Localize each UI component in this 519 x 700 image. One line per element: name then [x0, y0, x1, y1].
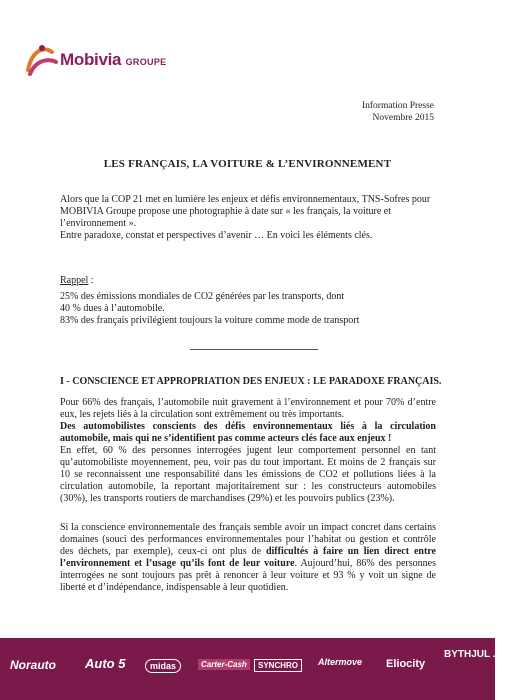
info-line-2: Novembre 2015 — [372, 113, 434, 123]
brands-footer — [0, 638, 519, 700]
mobivia-swirl-icon — [22, 40, 62, 80]
brand-logo-midas: midas — [145, 659, 181, 673]
paragraph-bold-text: difficultés à faire un lien direct entre l’environnement et l’usage qu’ils font de leur voiture — [60, 546, 436, 569]
paragraph-text: Pour 66% des français, l’automobile nuit gravement à l’environnement et pour 70% d’entre eux, les rejets liés à la circulation sont extrêmement ou très importants. — [60, 397, 436, 420]
document-title: LES FRANÇAIS, LA VOITURE & L’ENVIRONNEMENT — [103, 158, 392, 170]
brand-logo-carter-cash: Carter-Cash — [198, 659, 250, 670]
brand-logo-eliocity: Eliocity — [386, 658, 426, 670]
paragraph-text: Si la conscience environnementale des français semble avoir un impact concret dans certains domaines (souci des performances environnementales pour l’habitat ou gestion et contrôle des déchets, par exemple), ceux-ci ont plus de — [60, 522, 436, 557]
logo-name: Mobivia — [60, 50, 122, 69]
rappel-item: 83% des français privilégient toujours la voiture comme mode de transport — [60, 315, 360, 326]
rappel-heading-suffix: : — [88, 275, 94, 286]
paragraph-bold-text: Des automobilistes conscients des défis environnementaux liés à la circulation automobile, mais qui ne s’identifient pas comme acteurs clés face aux enjeux ! — [60, 421, 436, 444]
separator-line — [190, 349, 318, 350]
paragraph-text: En effet, 60 % des personnes interrogées jugent leur comportement personnel en tant qu’automobiliste moyennement, peu, voir pas du tout important. Et moins de 2 français sur 10 se reconnaissent une responsabilité dans les émissions de CO2 et pollutions liées à la circulation automobile, la reportant majoritairement sur : les constructeurs automobiles (30%), les transports routiers de marchandises (29%) et les pouvoirs publics (23%). — [60, 445, 436, 504]
brand-logo-altermove: Altermove — [318, 657, 363, 667]
section-title: I - CONSCIENCE ET APPROPRIATION DES ENJEUX : LE PARADOXE FRANÇAIS. — [60, 376, 442, 387]
press-info — [362, 100, 434, 124]
rappel-heading: Rappel — [60, 275, 89, 286]
rappel-block — [60, 275, 436, 327]
brand-logo-norauto: Norauto — [10, 658, 56, 672]
logo-suffix: GROUPE — [125, 57, 167, 67]
brand-logo-bythjul: BYTHJUL .COM — [444, 649, 519, 660]
paragraph-text: . Aujourd’hui, 86% des personnes interrogées ne sont toujours pas prêt à renoncer à leur voiture et 93 % y voit un signe de liberté et d’indépendance, indispensable à leur quotidien. — [60, 558, 436, 593]
info-line-1: Information Presse — [361, 101, 434, 111]
intro-text: Alors que la COP 21 met en lumière les enjeux et défis environnementaux, TNS-Sofres pour MOBIVIA Groupe propose une photographie à date sur « les français, la voiture et l’environnement ». — [60, 194, 431, 229]
section-paragraph-2 — [60, 522, 436, 594]
section-paragraph-1 — [60, 397, 436, 505]
intro-paragraph — [60, 194, 436, 242]
brand-logo-synchro: SYNCHRO — [254, 659, 302, 672]
mobivia-logo — [22, 40, 182, 80]
intro-text-2: Entre paradoxe, constat et perspectives d’avenir … En voici les éléments clés. — [60, 230, 373, 241]
rappel-item: 40 % dues à l’automobile. — [60, 303, 165, 314]
brand-logo-auto5: Auto 5 — [85, 656, 126, 671]
rappel-item: 25% des émissions mondiales de CO2 générées par les transports, dont — [60, 291, 345, 302]
